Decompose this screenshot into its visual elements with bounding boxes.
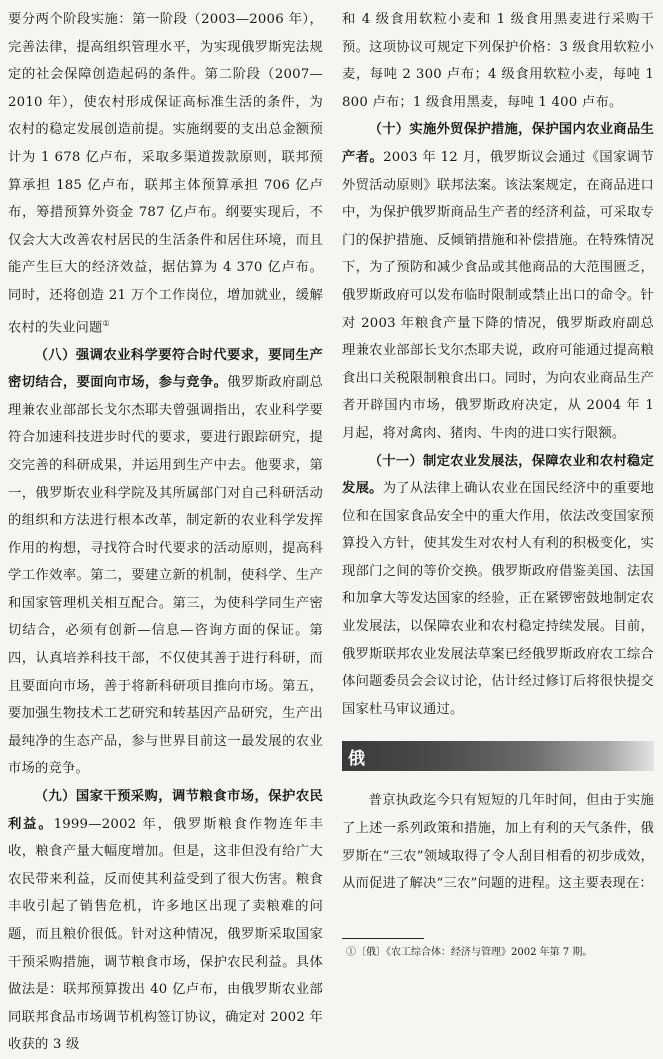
section-10-body: 2003 年 12 月，俄罗斯议会通过《国家调节外贸活动原则》联邦法案。该法案规定，在商品进口中，为保护俄罗斯商品生产者的经济利益，可采取专门的保护措施、反倾销措施和补偿措施。在特殊情况下，为了预防和减少食品或其他商品的大范围匮乏，俄罗斯政府可以发布临时限制或禁止出口的命令。针对 2003 年粮食产量下降的情况，俄罗斯政府副总理兼农业部部长戈尔杰耶夫说，政府可能通过提高粮食出口关税限制粮食出口。同时，为向农业商品生产者开辟国内市场，俄罗斯政府决定，从 2004 年 1 月起，将对禽肉、猪肉、牛肉的进口实行限额。: [342, 149, 654, 441]
section-9-title: （九）国家干预采购，调节粮食市场，保护农民利益。: [8, 789, 323, 832]
section-9-paragraph: [8, 783, 323, 1059]
section-8-paragraph: [8, 342, 323, 784]
final-paragraph: 普京执政迄今只有短短的几年时间，但由于实施了上述一系列政策和措施，加上有利的天气条件，俄罗斯在“三农”领域取得了令人刮目相看的初步成效，从而促进了解决“三农”问题的进程。这主要表现在：: [342, 793, 654, 892]
section-heading-bar: [342, 741, 654, 771]
footnote-mark: ①: [102, 318, 110, 328]
section-11-title: （十一）制定农业发展法，保障农业和农村稳定发展。: [342, 453, 654, 497]
section-10-title: （十）实施外贸保护措施，保护国内农业商品生产者。: [342, 122, 654, 165]
left-column: [8, 6, 323, 1059]
section-8-body: 俄罗斯政府副总理兼农业部部长戈尔杰耶夫曾强调指出，农业科学要符合加速科技进步时代的要求，要进行跟踪研究，提交完善的科研成果，并运用到生产中去。他要求，第一，俄罗斯农业科学院及其所属部门对自己科研活动的组织和方法进行根本改革，制定新的农业科学发挥作用的构想，寻找符合时代要求的活动原则，提高科学工作效率。第二，要建立新的机制，使科学、生产和国家管理机关相互配合。第三，为使科学同生产密切结合，必须有创新—信息—咨询方面的保证。第四，认真培养科技干部，不仅使其善于进行科研，而且要面向市场，善于将新科研项目推向市场。第五，要加强生物技术工艺研究和转基因产品研究，生产出最纯净的生态产品，参与世界目前这一最发展的农业市场的竞争。: [8, 375, 324, 777]
section-9-body: 1999—2002 年，俄罗斯粮食作物连年丰收，粮食产量大幅度增加。但是，这非但没有给广大农民带来利益，反而使其利益受到了很大伤害。粮食丰收引起了销售危机，许多地区出现了卖粮难的问题，而且粮价很低。针对这种情况，俄罗斯采取国家干预采购措施，调节粮食市场，保护农民利益。具体做法是：联邦预算拨出 40 亿卢布，由俄罗斯农业部同联邦食品市场调节机构签订协议，确定对 2002 年收获的 3 级: [8, 816, 323, 1053]
intro-paragraph: 要分两个阶段实施：第一阶段（2003—2006 年），完善法律，提高组织管理水平，为实现俄罗斯宪法规定的社会保障创造起码的条件。第二阶段（2007—2010 年），使农村形成保证高标准生活的条件，为农村的稳定发展创造前提。实施纲要的支出总金额预计为 1 678 亿卢布，采取多渠道拨款原则，联邦预算承担 185 亿卢布，联邦主体预算承担 706 亿卢布，筹措预算外资金 787 亿卢布。纲要实现后，不仅会大大改善农村居民的生活条件和居住环境，而且能产生巨大的经济效益，据估算为 4 370 亿卢布。同时，还将创造 21 万个工作岗位，增加就业，缓解农村的失业问题①: [8, 12, 323, 335]
footnote-divider: [342, 938, 424, 939]
footnote: ①〔俄〕《农工综合体：经济与管理》2002 年第 7 期。: [346, 946, 593, 958]
right-column: [342, 6, 654, 961]
continued-paragraph: 和 4 级食用软粒小麦和 1 级食用黑麦进行采购干预。这项协议可规定下列保护价格：3 级食用软粒小麦，每吨 2 300 卢布；4 级食用软粒小麦，每吨 1 800 卢布；1 级食用黑麦，每吨 1 400 卢布。: [342, 12, 654, 110]
section-8-title: （八）强调农业科学要符合时代要求，要同生产密切结合，要面向市场，参与竞争。: [8, 347, 323, 391]
section-10-paragraph: [342, 116, 654, 447]
section-11-body: 为了从法律上确认农业在国民经济中的重要地位和在国家食品安全中的重大作用，依法改变国家预算投入方针，使其发生对农村人有利的积极变化，实现部门之间的等价交换。俄罗斯政府借鉴美国、法国和加拿大等发达国家的经验，正在紧锣密鼓地制定农业发展法，以保障农业和农村稳定持续发展。目前，俄罗斯联邦农业发展法草案已经俄罗斯政府农工综合体问题委员会会议讨论，估计经过修订后将很快提交国家杜马审议通过。: [342, 481, 655, 717]
section-heading-text: 俄: [348, 749, 365, 770]
section-11-paragraph: [342, 448, 654, 724]
